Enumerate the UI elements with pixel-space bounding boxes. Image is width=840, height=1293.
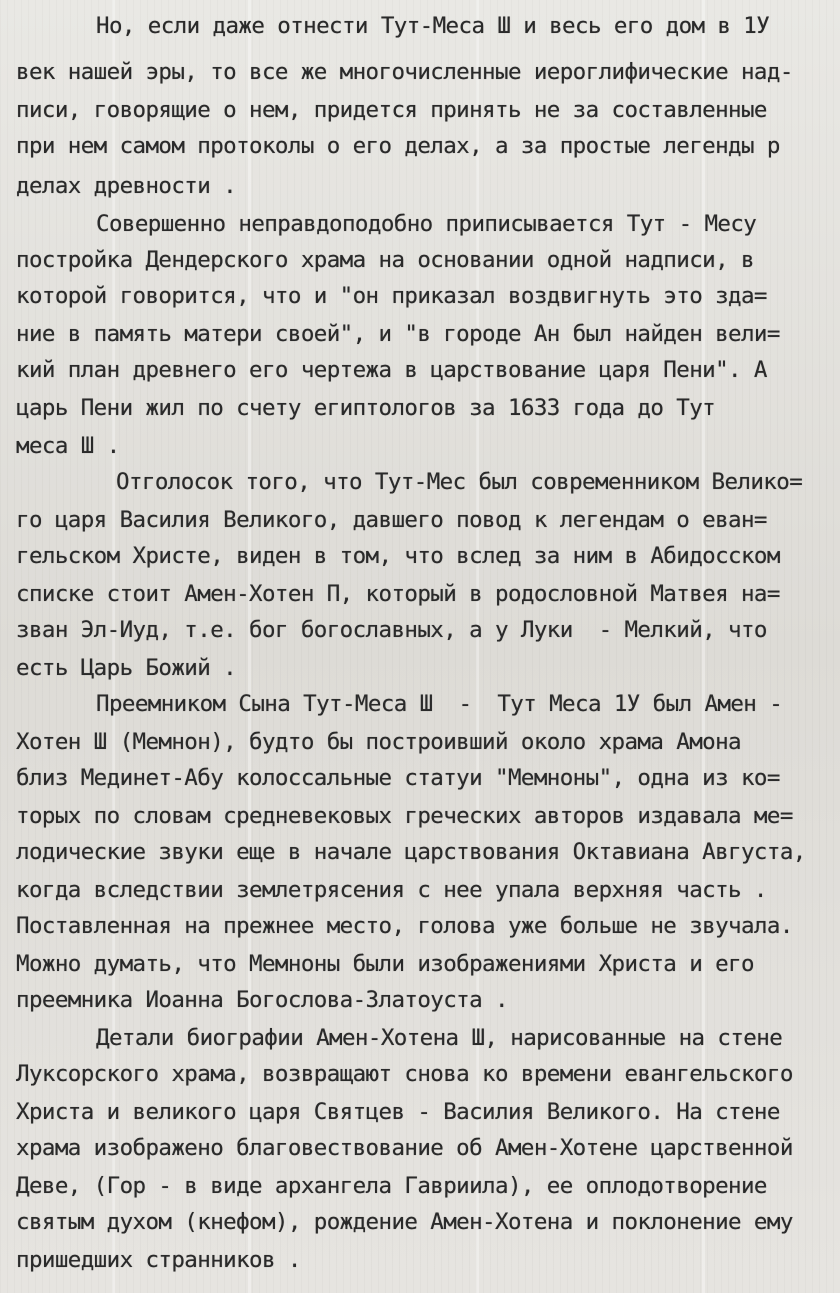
text-line: Отголосок того, что Тут-Мес был современником Велико= bbox=[116, 469, 803, 495]
text-line: торых по словам средневековых греческих авторов издавала ме= bbox=[16, 803, 793, 829]
text-line: близ Мединет-Абу колоссальные статуи "Мемноны", одна из ко= bbox=[16, 765, 780, 791]
text-line: го царя Василия Великого, давшего повод к легендам о еван= bbox=[16, 507, 767, 533]
text-line: Деве, (Гор - в виде архангела Гавриила), ее оплодотворение bbox=[16, 1173, 767, 1199]
text-line: Но, если даже отнести Тут-Меса Ш и весь его дом в 1У bbox=[96, 13, 770, 39]
text-line: Луксорского храма, возвращают снова ко времени евангельского bbox=[16, 1061, 793, 1087]
text-line: Поставленная на прежнее место, голова уже больше не звучала. bbox=[16, 913, 793, 939]
text-line: Детали биографии Амен-Хотена Ш, нарисованные на стене bbox=[96, 1025, 783, 1051]
text-line: списке стоит Амен-Хотен П, который в родословной Матвея на= bbox=[16, 581, 780, 607]
text-line: ние в память матери своей", и "в городе Ан был найден вели= bbox=[16, 321, 780, 347]
text-line: пришедших странников . bbox=[16, 1247, 301, 1273]
text-line: зван Эл-Иуд, т.е. бог богославных, а у Луки - Мелкий, что bbox=[16, 617, 767, 643]
text-line: кий план древнего его чертежа в царствование царя Пени". А bbox=[16, 357, 767, 383]
text-line: лодические звуки еще в начале царствования Октавиана Августа, bbox=[16, 839, 806, 865]
text-line: Совершенно неправдоподобно приписывается Тут - Месу bbox=[96, 211, 757, 237]
text-line: царь Пени жил по счету египтологов за 1633 года до Тут bbox=[16, 395, 716, 421]
text-line: Преемником Сына Тут-Меса Ш - Тут Меса 1У был Амен - bbox=[96, 691, 783, 717]
text-line: при нем самом протоколы о его делах, а за простые легенды р bbox=[16, 133, 780, 159]
text-line: святым духом (кнефом), рождение Амен-Хотена и поклонение ему bbox=[16, 1209, 793, 1235]
text-line: есть Царь Божий . bbox=[16, 655, 237, 681]
text-line: храма изображено благовествование об Амен-Хотене царственной bbox=[16, 1135, 793, 1161]
text-line: Можно думать, что Мемноны были изображениями Христа и его bbox=[16, 951, 754, 977]
text-line: преемника Иоанна Богослова-Златоуста . bbox=[16, 987, 508, 1013]
text-line: писи, говорящие о нем, придется принять не за составленные bbox=[16, 97, 767, 123]
text-line: которой говорится, что и "он приказал воздвигнуть это зда= bbox=[16, 283, 767, 309]
text-line: когда вследствии землетрясения с нее упала верхняя часть . bbox=[16, 877, 767, 903]
text-line: постройка Дендерского храма на основании одной надписи, в bbox=[16, 247, 754, 273]
text-line: век нашей эры, то все же многочисленные иероглифические над- bbox=[16, 59, 793, 85]
text-line: гельском Христе, виден в том, что вслед за ним в Абидосском bbox=[16, 543, 780, 569]
text-line: Хотен Ш (Мемнон), будто бы построивший около храма Амона bbox=[16, 729, 741, 755]
text-line: меса Ш . bbox=[16, 433, 120, 459]
text-line: Христа и великого царя Святцев - Василия Великого. На стене bbox=[16, 1099, 780, 1125]
text-line: делах древности . bbox=[16, 173, 237, 199]
